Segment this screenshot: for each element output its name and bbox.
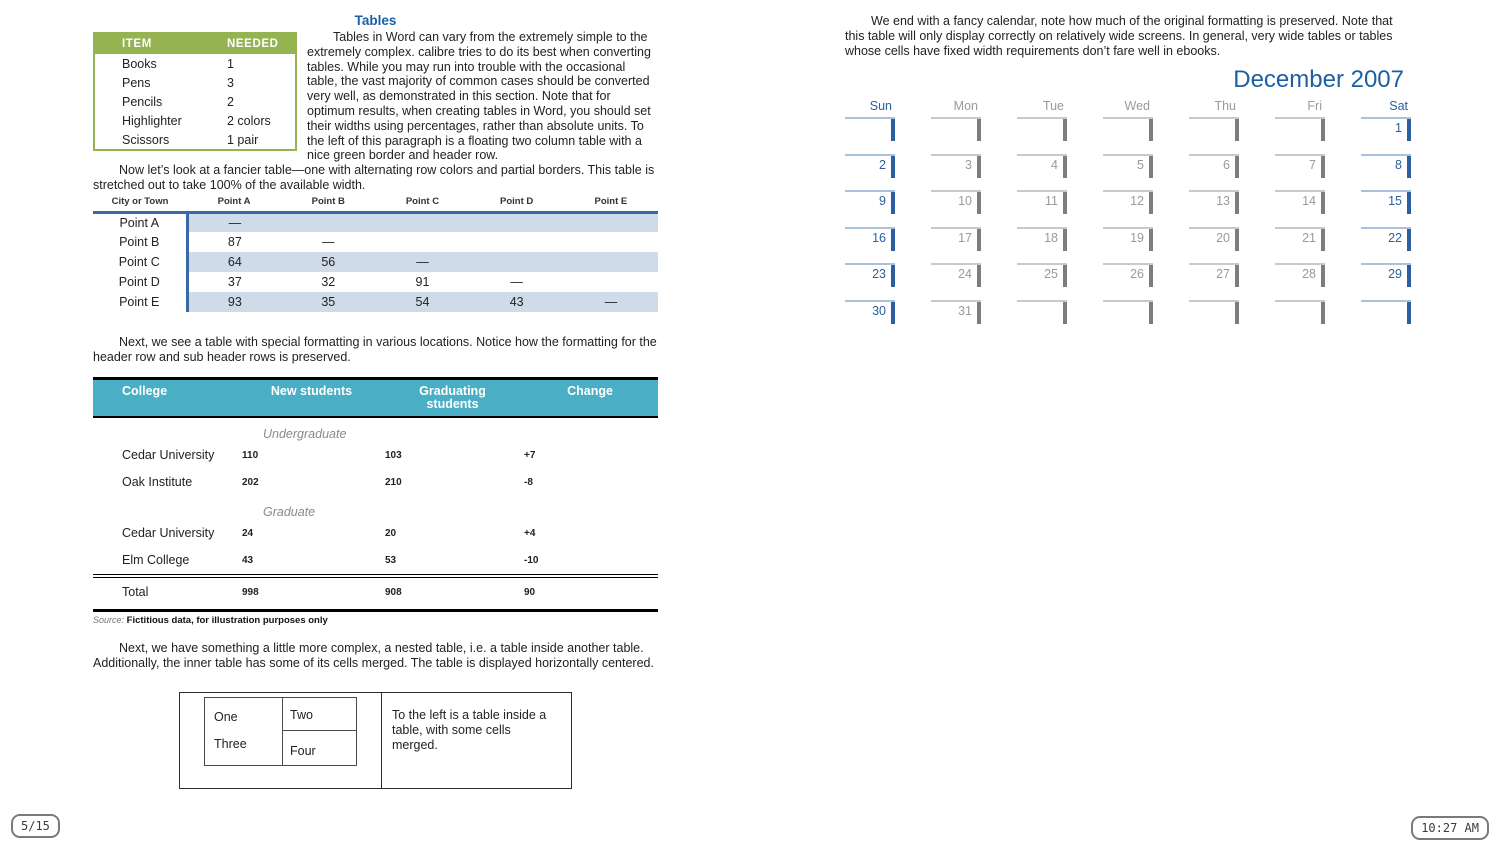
- source-note: [93, 614, 658, 627]
- calendar-day-number: 8: [1395, 157, 1402, 172]
- college-data-row: [93, 547, 658, 576]
- calendar-day-header: Thu: [1214, 99, 1236, 113]
- supply-needed-cell: 3: [227, 75, 234, 90]
- calendar-day-number: 3: [965, 157, 972, 172]
- calendar-day-number: 30: [872, 303, 886, 318]
- points-row-label: Point A: [119, 216, 160, 231]
- points-value-cell: 87: [187, 232, 281, 252]
- supply-needed-cell: 1: [227, 56, 234, 71]
- calendar-day-number: 17: [958, 230, 972, 245]
- calendar-day-number: 16: [872, 230, 886, 245]
- calendar-day-cell: [1017, 190, 1067, 227]
- college-value-cell: -8: [524, 476, 533, 488]
- source-label: Source:: [93, 614, 125, 625]
- supply-header-row: [94, 33, 296, 54]
- calendar-day-number: 26: [1130, 267, 1144, 281]
- calendar-day-cell: [1189, 227, 1239, 264]
- points-value-cell: [470, 212, 564, 232]
- points-row-label: Point B: [119, 235, 160, 250]
- points-value-cell: [564, 272, 658, 292]
- points-value-cell: [564, 232, 658, 252]
- calendar-day-header: Tue: [1042, 99, 1064, 113]
- points-value-cell: 93: [187, 292, 281, 312]
- college-table: [93, 377, 658, 612]
- points-value-cell: —: [187, 212, 281, 232]
- college-value-cell: -10: [524, 554, 539, 566]
- nested-outer-left-cell: [180, 693, 382, 788]
- supply-row: [94, 111, 296, 130]
- calendar-day-cell: [931, 263, 981, 300]
- page-indicator[interactable]: 5/15: [11, 814, 60, 838]
- calendar-day-header: Mon: [953, 99, 978, 113]
- calendar-day-number: 24: [958, 267, 972, 281]
- college-data-row: [93, 442, 658, 469]
- calendar-day-number: 14: [1302, 194, 1316, 208]
- college-column-header: Change: [522, 378, 658, 417]
- inner-right-column: [283, 698, 356, 765]
- college-row-label: Cedar University: [122, 447, 215, 462]
- supply-header-item: ITEM: [94, 33, 225, 54]
- calendar-day-cell: [845, 117, 895, 154]
- college-value-cell: 103: [385, 449, 402, 461]
- points-row-label: Point C: [118, 255, 160, 270]
- calendar-day-cell: [1361, 300, 1411, 337]
- source-text: Fictitious data, for illustration purposes only: [126, 614, 328, 626]
- supply-table: [93, 32, 297, 151]
- points-value-cell: [564, 252, 658, 272]
- inner-cell-two: Two: [283, 698, 356, 731]
- college-subheader-row: [93, 496, 658, 520]
- nested-outer-right-cell: To the left is a table inside a table, with some cells merged.: [392, 708, 547, 753]
- points-value-cell: 37: [187, 272, 281, 292]
- calendar-day-cell: [1017, 117, 1067, 154]
- calendar-day-cell: [1275, 117, 1325, 154]
- calendar-intro-paragraph: We end with a fancy calendar, note how much of the original formatting is preserved. Note that this table will only display correctly on relatively wide screens. In general, very wide tables or tables whose cells have fixed width requirements don’t fare well in ebooks.: [845, 14, 1393, 58]
- college-value-cell: 43: [242, 554, 254, 566]
- supply-row: [94, 73, 296, 92]
- calendar-day-header: Sun: [869, 99, 892, 113]
- inner-cell-three: Three: [214, 737, 247, 752]
- calendar-day-cell: [1189, 300, 1239, 337]
- calendar-day-cell: [845, 263, 895, 300]
- college-total-value: 908: [383, 576, 522, 611]
- college-data-row: [93, 469, 658, 496]
- calendar-day-number: 7: [1309, 157, 1316, 172]
- calendar-day-cell: [1189, 263, 1239, 300]
- college-header-row: [93, 378, 658, 417]
- college-subheader-label: Graduate: [263, 504, 316, 519]
- points-row-label: Point E: [119, 295, 160, 310]
- college-column-header: College: [93, 378, 240, 417]
- college-data-row: [93, 520, 658, 547]
- supply-item-cell: Books: [122, 56, 157, 71]
- points-value-cell: 91: [415, 275, 430, 290]
- college-subheader-label: Undergraduate: [263, 426, 347, 441]
- points-column-header: City or Town: [93, 196, 187, 213]
- calendar-day-cell: [1361, 263, 1411, 300]
- college-value-cell: 210: [385, 476, 402, 488]
- supply-row: [94, 92, 296, 111]
- calendar-day-number: 9: [879, 194, 886, 208]
- college-row-label: Elm College: [122, 552, 190, 567]
- points-row: [93, 232, 658, 252]
- points-value-cell: [375, 232, 469, 252]
- supply-header-needed: NEEDED: [225, 33, 296, 54]
- calendar-day-number: 23: [872, 267, 886, 281]
- points-value-cell: [564, 212, 658, 232]
- college-total-row: [93, 576, 658, 611]
- calendar-day-number: 12: [1130, 194, 1144, 208]
- clock: 10:27 AM: [1411, 816, 1489, 840]
- points-value-cell: [375, 212, 469, 232]
- calendar-day-cell: [1189, 154, 1239, 191]
- points-column-header: Point C: [375, 196, 469, 213]
- points-value-cell: 64: [187, 252, 281, 272]
- points-column-header: Point B: [281, 196, 375, 213]
- calendar-grid: [845, 99, 1411, 336]
- calendar-day-cell: [1017, 227, 1067, 264]
- points-column-header: Point A: [187, 196, 281, 213]
- calendar-day-cell: [1361, 227, 1411, 264]
- calendar-day-number: 2: [879, 157, 886, 172]
- points-row: [93, 252, 658, 272]
- points-value-cell: —: [564, 292, 658, 312]
- college-subheader-spacer: [93, 417, 240, 442]
- points-value-cell: 43: [470, 292, 564, 312]
- supply-row: [94, 54, 296, 73]
- calendar-day-cell: [1189, 190, 1239, 227]
- calendar-day-number: 11: [1045, 194, 1058, 208]
- points-value-cell: —: [322, 235, 335, 250]
- points-value-cell: —: [375, 252, 469, 272]
- calendar-day-cell: [1017, 263, 1067, 300]
- calendar-day-number: 13: [1216, 194, 1230, 208]
- college-total-value: 998: [240, 576, 383, 611]
- calendar-day-cell: [1103, 227, 1153, 264]
- points-value-cell: 56: [281, 252, 375, 272]
- calendar-day-cell: [931, 154, 981, 191]
- college-subheader-row: [93, 417, 658, 442]
- calendar-day-header: Fri: [1307, 99, 1322, 113]
- intro-paragraph: Tables in Word can vary from the extremely simple to the extremely complex. calibre tries to do its best when converting tables. While you may run into trouble with the occasional table, the vast majority of common cases should be converted very well, as demonstrated in this section. Note that for optimum results, when creating tables in Word, you should set their widths using percentages, rather than absolute units. To the left of this paragraph is a floating two column table with a nice green border and header row.: [307, 30, 651, 163]
- points-table: [93, 196, 658, 313]
- fancier-paragraph: Now let’s look at a fancier table—one with alternating row colors and partial borders. This table is stretched out to take 100% of the available width.: [93, 163, 655, 192]
- page-left: [93, 8, 658, 789]
- nested-paragraph: Next, we have something a little more complex, a nested table, i.e. a table inside another table. Additionally, the inner table has some of its cells merged. The table is displayed horizontally centered.: [93, 640, 654, 670]
- supply-row: [94, 130, 296, 150]
- calendar-day-number: 20: [1216, 230, 1230, 245]
- calendar-day-cell: [931, 190, 981, 227]
- points-value-cell: [470, 252, 564, 272]
- college-subheader-spacer: [93, 496, 240, 520]
- points-header-row: [93, 196, 658, 213]
- points-column-header: Point E: [564, 196, 658, 213]
- college-value-cell: 24: [242, 527, 254, 539]
- calendar-day-number: 15: [1388, 194, 1402, 208]
- supply-needed-cell: 2: [227, 94, 234, 109]
- calendar-day-cell: [1361, 117, 1411, 154]
- calendar-day-cell: [1103, 300, 1153, 337]
- calendar-day-cell: [931, 117, 981, 154]
- college-value-cell: 20: [385, 527, 397, 539]
- calendar-day-number: 25: [1044, 267, 1058, 281]
- supply-item-cell: Scissors: [122, 132, 170, 147]
- calendar-day-header: Wed: [1124, 99, 1150, 113]
- calendar-day-number: 19: [1130, 230, 1144, 245]
- calendar-day-number: 22: [1388, 230, 1402, 245]
- calendar-day-cell: [1103, 263, 1153, 300]
- calendar-day-cell: [1017, 300, 1067, 337]
- calendar-day-cell: [1103, 190, 1153, 227]
- college-value-cell: 53: [385, 554, 397, 566]
- points-row: [93, 272, 658, 292]
- calendar-day-cell: [845, 190, 895, 227]
- nested-inner-table: [204, 697, 357, 766]
- inner-merged-cell: [205, 698, 283, 765]
- calendar-day-number: 1: [1395, 121, 1402, 135]
- points-row: [93, 212, 658, 232]
- calendar-day-number: 29: [1388, 267, 1402, 281]
- calendar-day-number: 21: [1302, 230, 1316, 245]
- calendar-day-cell: [1275, 154, 1325, 191]
- calendar-day-number: 4: [1051, 157, 1058, 172]
- college-row-label: Cedar University: [122, 525, 215, 540]
- inner-cell-one: One: [214, 710, 238, 725]
- supply-item-cell: Pencils: [122, 94, 163, 109]
- college-value-cell: +7: [524, 449, 536, 461]
- calendar-day-cell: [931, 300, 981, 337]
- calendar-day-cell: [1189, 117, 1239, 154]
- points-value-cell: 32: [321, 275, 336, 290]
- calendar-day-number: 6: [1223, 157, 1230, 172]
- points-column-header: Point D: [470, 196, 564, 213]
- nested-outer-table: [179, 692, 572, 789]
- calendar-day-cell: [1103, 117, 1153, 154]
- calendar-day-cell: [1361, 154, 1411, 191]
- calendar-day-header: Sat: [1389, 99, 1408, 113]
- supply-item-cell: Highlighter: [122, 113, 182, 128]
- college-row-label: Oak Institute: [122, 474, 193, 489]
- supply-needed-cell: 1 pair: [227, 132, 259, 147]
- page-right: [845, 8, 1410, 336]
- college-value-cell: +4: [524, 527, 536, 539]
- calendar-day-cell: [1275, 190, 1325, 227]
- college-column-header: Graduating students: [383, 378, 522, 417]
- inner-cell-four: Four: [290, 744, 316, 759]
- calendar-day-number: 31: [958, 303, 972, 318]
- calendar-day-number: 27: [1216, 267, 1230, 281]
- college-value-cell: 110: [242, 449, 259, 461]
- points-row: [93, 292, 658, 312]
- calendar-title: December 2007: [1233, 66, 1404, 93]
- college-total-label: Total: [93, 576, 240, 611]
- calendar-day-cell: [1361, 190, 1411, 227]
- points-value-cell: 54: [375, 292, 469, 312]
- points-value-cell: [470, 232, 564, 252]
- special-paragraph: Next, we see a table with special formatting in various locations. Notice how the formatting for the header row and sub header rows is preserved.: [93, 335, 657, 365]
- calendar-day-cell: [1275, 227, 1325, 264]
- points-value-cell: [281, 212, 375, 232]
- calendar-day-cell: [1275, 300, 1325, 337]
- points-value-cell: 35: [281, 292, 375, 312]
- calendar-day-cell: [1103, 154, 1153, 191]
- college-column-header: New students: [240, 378, 383, 417]
- calendar-day-cell: [845, 227, 895, 264]
- calendar-day-cell: [845, 300, 895, 337]
- college-total-value: 90: [522, 576, 658, 611]
- calendar-day-cell: [931, 227, 981, 264]
- calendar-day-number: 5: [1137, 157, 1144, 172]
- section-title: Tables: [354, 13, 397, 28]
- calendar-day-number: 18: [1044, 230, 1058, 245]
- calendar-day-cell: [1017, 154, 1067, 191]
- supply-needed-cell: 2 colors: [227, 113, 271, 128]
- supply-item-cell: Pens: [122, 75, 151, 90]
- college-value-cell: 202: [242, 476, 259, 488]
- points-row-label: Point D: [118, 275, 160, 290]
- calendar-day-cell: [845, 154, 895, 191]
- calendar-day-number: 28: [1302, 267, 1316, 281]
- calendar-day-number: 10: [958, 194, 972, 208]
- calendar-day-cell: [1275, 263, 1325, 300]
- points-value-cell: —: [510, 275, 523, 290]
